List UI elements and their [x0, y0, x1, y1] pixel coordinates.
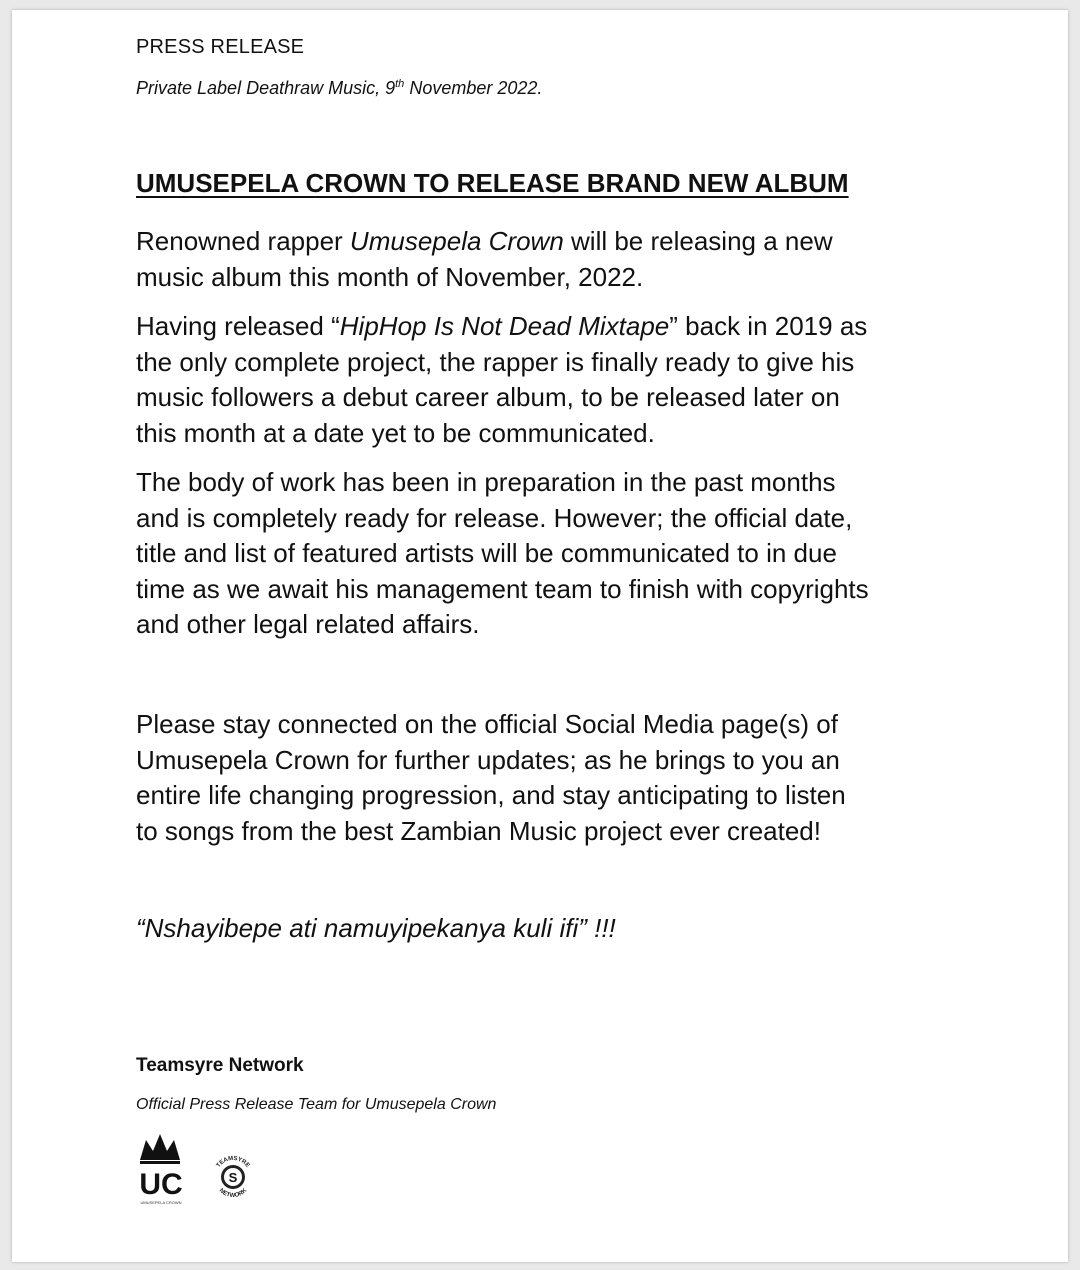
text-run: Having released “ — [136, 311, 340, 341]
logo-uc-tagline: UMUSEPELA CROWN — [140, 1200, 182, 1205]
text-run: will be releasing a new — [563, 226, 833, 256]
dateline — [136, 78, 542, 99]
paragraph-line: to songs from the best Zambian Music project ever created! — [136, 815, 821, 846]
dateline-rest: November 2022. — [404, 78, 543, 98]
artist-name: Umusepela Crown — [349, 226, 564, 256]
paragraph-line: time as we await his management team to finish with copyrights — [136, 573, 869, 604]
paragraph-history — [136, 309, 956, 451]
paragraph-line: and other legal related affairs. — [136, 609, 480, 639]
paragraph-stay-connected — [136, 707, 956, 849]
paragraph-line: title and list of featured artists will be communicated to in due — [136, 538, 837, 568]
paragraph-line: and is completely ready for release. However; the official date, — [136, 502, 853, 533]
signature-name: Teamsyre Network — [136, 1055, 304, 1076]
paragraph-line — [136, 224, 956, 260]
logo-ts-top-text: TEAMSYRE — [215, 1155, 251, 1169]
teamsyre-network-logo — [208, 1152, 258, 1202]
paragraph-line: entire life changing progression, and stay anticipating to listen — [136, 780, 846, 810]
dateline-ordinal: th — [395, 78, 405, 90]
logo-ts-letter: S — [228, 1170, 238, 1185]
paragraph-line: Umusepela Crown for further updates; as he brings to you an — [136, 744, 840, 775]
paragraph-line: music followers a debut career album, to be released later on — [136, 382, 840, 412]
paragraph-line: The body of work has been in preparation in the past months — [136, 467, 836, 497]
text-run: Renowned rapper — [136, 226, 350, 256]
paragraph-line: this month at a date yet to be communicated. — [136, 417, 655, 448]
paragraph-line: the only complete project, the rapper is finally ready to give his — [136, 346, 855, 377]
logo-ts-bottom-text: NETWORK — [217, 1187, 249, 1200]
mixtape-title: HipHop Is Not Dead Mixtape — [339, 311, 670, 341]
document-page — [12, 10, 1068, 1262]
svg-text:NETWORK — [218, 1187, 249, 1199]
paragraph-preparation — [136, 465, 956, 643]
signature-role: Official Press Release Team for Umusepela Crown — [136, 1096, 497, 1113]
umusepela-crown-logo — [136, 1134, 186, 1210]
closing-quote: “Nshayibepe ati namuyipekanya kuli ifi” !!! — [136, 913, 616, 943]
paragraph-intro — [136, 224, 956, 295]
press-release-label: PRESS RELEASE — [136, 36, 305, 58]
headline: UMUSEPELA CROWN TO RELEASE BRAND NEW ALBUM — [136, 168, 849, 198]
paragraph-line: music album this month of November, 2022. — [136, 261, 644, 292]
text-run: ” back in 2019 as — [669, 311, 868, 341]
logo-uc-letters: UC — [139, 1168, 183, 1201]
paragraph-line — [136, 309, 956, 345]
dateline-prefix: Private Label Deathraw Music, 9 — [136, 78, 396, 98]
paragraph-line: Please stay connected on the official Social Media page(s) of — [136, 709, 838, 739]
